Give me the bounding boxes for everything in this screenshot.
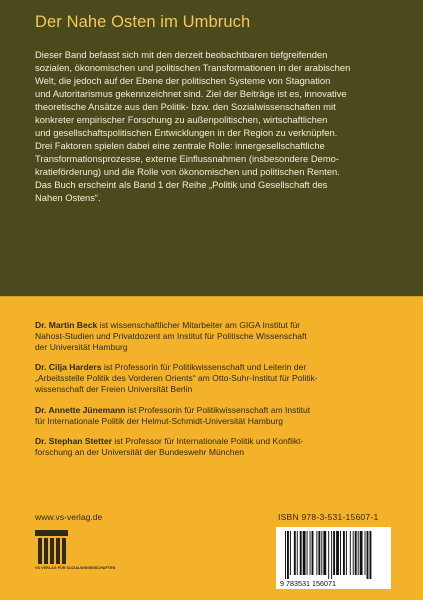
author-bio-beck bbox=[35, 320, 405, 352]
author-bio-text: ist Professorin für Politikwissenschaft am Institut bbox=[125, 404, 311, 415]
author-name: Dr. Martin Beck bbox=[35, 320, 98, 330]
author-bio-text: für Internationale Politik der Helmut-Schmidt-Universität Hamburg bbox=[35, 415, 283, 426]
author-bio-juenemann bbox=[35, 405, 405, 427]
description-line: und Autoritarismus gekennzeichnet sind. Ziel der Beiträge ist es, innovative bbox=[35, 88, 347, 99]
author-bio-text: ist Professorin für Politikwissenschaft und Leiterin der bbox=[101, 362, 307, 373]
description-line: konkreter empirischer Forschung zu außenpolitischen, wirtschaftlichen bbox=[35, 114, 328, 125]
description-panel bbox=[0, 0, 423, 296]
publisher-name: VS VERLAG FÜR SOZIALWISSENSCHAFTEN bbox=[35, 566, 116, 570]
book-description bbox=[35, 48, 395, 204]
panel-divider bbox=[0, 296, 423, 297]
publisher-logo bbox=[35, 530, 145, 574]
description-line: Dieser Band befasst sich mit den derzeit beobachtbaren tiefgreifenden bbox=[35, 49, 328, 60]
barcode-number: 9 783531 156071 bbox=[280, 579, 336, 588]
description-line: theoretische Ansätze aus den Politik- bzw. den Sozialwissenschaften mit bbox=[35, 101, 336, 112]
author-name: Dr. Cilja Harders bbox=[35, 362, 102, 373]
author-bio-text: ist Professor für Internationale Politik und Konflikt- bbox=[111, 436, 304, 447]
description-line: Drei Faktoren spielen dabei eine zentrale Rolle: innergesellschaftliche bbox=[35, 140, 325, 151]
description-line: sozialen, ökonomischen und politischen Transformationen in der arabischen bbox=[35, 62, 351, 73]
author-name: Dr. Annette Jünemann bbox=[35, 404, 126, 415]
author-bio-text: der Universität Hamburg bbox=[35, 341, 128, 352]
description-line: kratieförderung) und die Rolle von ökonomischen und politischen Renten. bbox=[35, 166, 340, 177]
description-line: Nahen Ostens“. bbox=[35, 192, 101, 203]
barcode-graphic bbox=[276, 527, 391, 589]
author-bios bbox=[35, 320, 405, 468]
isbn: ISBN 978-3-531-15607-1 bbox=[278, 512, 379, 522]
author-bio-text: wissenschaft der Freien Universität Berlin bbox=[35, 383, 193, 394]
author-bio-text: forschung an der Universität der Bundeswehr München bbox=[35, 447, 245, 458]
description-line: Das Buch erscheint als Band 1 der Reihe „Politik und Gesellschaft des bbox=[35, 179, 328, 190]
author-bio-harders bbox=[35, 362, 405, 394]
author-bio-text: Nahost-Studien und Privatdozent am Institut für Politische Wissenschaft bbox=[35, 330, 307, 341]
author-bio-text: „Arbeitsstelle Politik des Vorderen Orients“ am Otto-Suhr-Institut für Politik- bbox=[35, 373, 318, 384]
description-line: und gesellschaftspolitischen Entwicklungen in der Region zu verknüpfen. bbox=[35, 127, 338, 138]
barcode bbox=[276, 527, 391, 589]
author-bio-stetter bbox=[35, 436, 405, 458]
publisher-website: www.vs-verlag.de bbox=[35, 512, 103, 522]
description-line: Welt, die jedoch auf der Ebene der politischen Systeme von Stagnation bbox=[35, 75, 331, 86]
author-name: Dr. Stephan Stetter bbox=[35, 436, 112, 447]
book-title: Der Nahe Osten im Umbruch bbox=[35, 13, 251, 31]
publisher-logo-icon bbox=[35, 530, 75, 564]
author-bio-text: ist wissenschaftlicher Mitarbeiter am GIGA Institut für bbox=[97, 320, 301, 330]
description-line: Transformationsprozesse, externe Einflussnahmen (insbesondere Demo- bbox=[35, 153, 339, 164]
